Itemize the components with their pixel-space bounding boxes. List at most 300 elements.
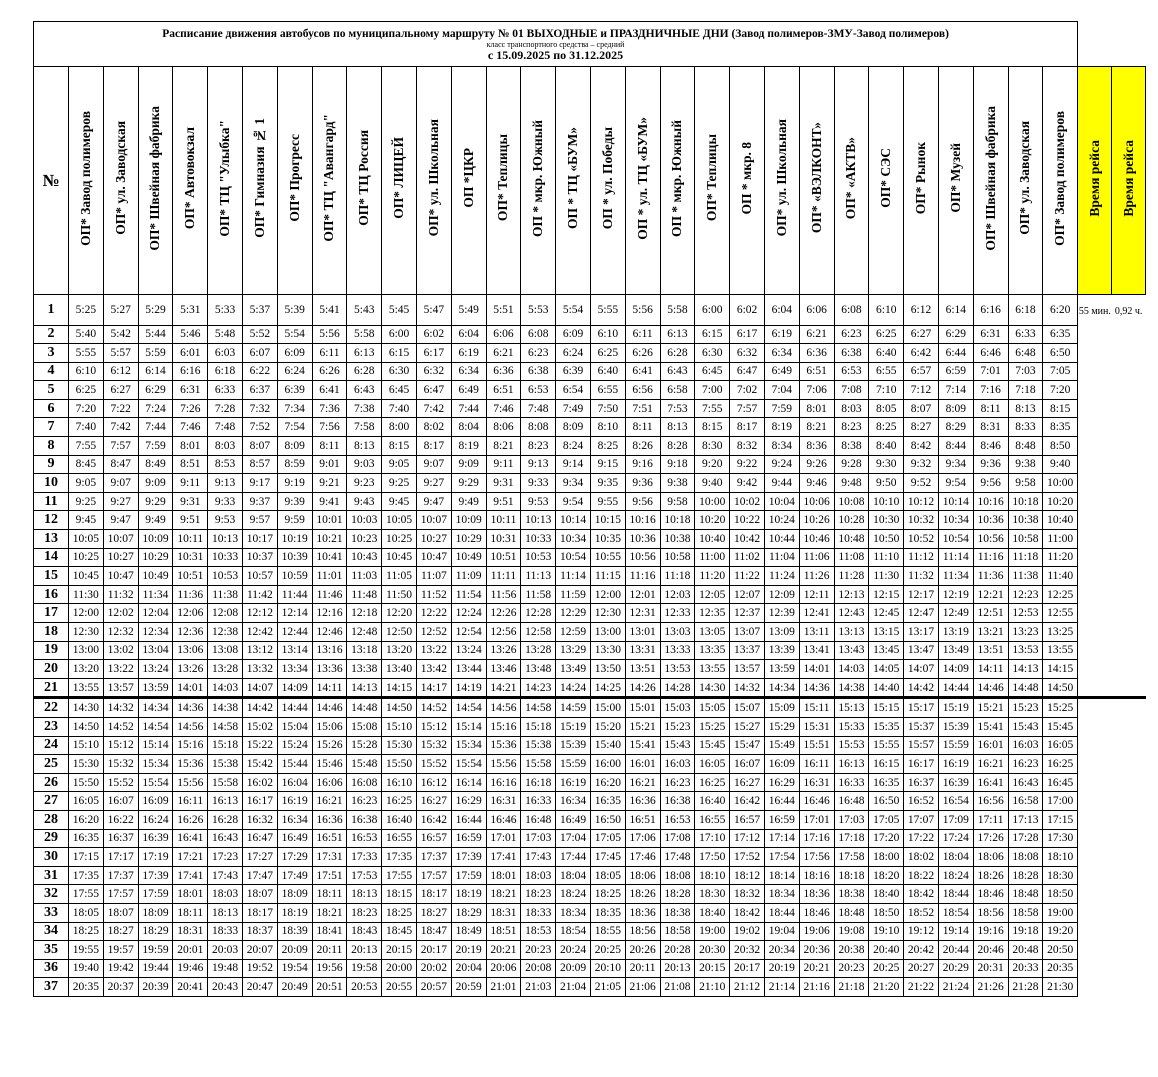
departure-time: 16:06: [312, 773, 347, 792]
blank-cell: [1078, 717, 1112, 736]
departure-time: 16:50: [869, 792, 904, 811]
departure-time: 14:34: [138, 698, 173, 718]
departure-time: 15:45: [695, 736, 730, 755]
departure-time: 18:42: [904, 885, 939, 904]
departure-time: 8:01: [799, 399, 834, 418]
departure-time: 13:36: [312, 660, 347, 679]
departure-time: 15:10: [382, 717, 417, 736]
departure-time: 17:20: [869, 829, 904, 848]
departure-time: 15:03: [660, 698, 695, 718]
blank-cell: [1112, 848, 1146, 867]
departure-time: 13:19: [938, 623, 973, 642]
departure-time: 18:46: [973, 885, 1008, 904]
departure-time: 19:00: [695, 922, 730, 941]
departure-time: 15:34: [138, 755, 173, 774]
departure-time: 9:51: [173, 511, 208, 530]
departure-time: 5:29: [138, 295, 173, 326]
departure-time: 9:55: [590, 492, 625, 511]
departure-time: 20:34: [764, 941, 799, 960]
departure-time: 19:10: [869, 922, 904, 941]
departure-time: 17:41: [173, 866, 208, 885]
stop-header: [764, 67, 799, 295]
departure-time: 15:52: [416, 755, 451, 774]
table-row: [34, 548, 1146, 567]
blank-cell: [1078, 604, 1112, 623]
blank-cell: [1078, 885, 1112, 904]
departure-time: 14:40: [869, 678, 904, 698]
departure-time: 19:57: [103, 941, 138, 960]
departure-time: 18:22: [904, 866, 939, 885]
departure-time: 6:17: [416, 344, 451, 363]
departure-time: 16:29: [451, 792, 486, 811]
departure-time: 5:51: [486, 295, 521, 326]
stop-header: [938, 67, 973, 295]
departure-time: 10:15: [590, 511, 625, 530]
stop-name: ОП* ТЦ Россия: [356, 130, 372, 226]
departure-time: 20:21: [799, 959, 834, 978]
departure-time: 6:20: [1043, 295, 1078, 326]
departure-time: 7:58: [347, 418, 382, 437]
trip-number: 15: [34, 567, 69, 586]
departure-time: 5:52: [242, 325, 277, 344]
stop-name: ОП* ТЦ "Улыбка": [217, 119, 233, 237]
table-row: [34, 325, 1146, 344]
departure-time: 21:28: [1008, 978, 1043, 997]
departure-time: 8:23: [521, 437, 556, 456]
stop-name: ОП* Швейная фабрика: [982, 105, 998, 251]
departure-time: 18:58: [1008, 903, 1043, 922]
departure-time: 9:14: [556, 455, 591, 474]
departure-time: 6:32: [730, 344, 765, 363]
departure-time: 6:12: [103, 362, 138, 381]
departure-time: 17:43: [208, 866, 243, 885]
departure-time: 17:46: [625, 848, 660, 867]
departure-time: 14:24: [556, 678, 591, 698]
departure-time: 11:36: [973, 567, 1008, 586]
departure-time: 18:07: [103, 903, 138, 922]
stop-header: [625, 67, 660, 295]
departure-time: 18:56: [973, 903, 1008, 922]
trip-number: 8: [34, 437, 69, 456]
departure-time: 7:48: [208, 418, 243, 437]
departure-time: 16:19: [277, 792, 312, 811]
departure-time: 6:29: [938, 325, 973, 344]
departure-time: 5:37: [242, 295, 277, 326]
departure-time: 10:42: [730, 530, 765, 549]
departure-time: 12:36: [173, 623, 208, 642]
departure-time: 16:09: [764, 755, 799, 774]
stop-name: ОП* «АКТВ»: [843, 136, 859, 220]
departure-time: 15:58: [208, 773, 243, 792]
departure-time: 13:26: [486, 641, 521, 660]
departure-time: 15:39: [556, 736, 591, 755]
stop-header: [834, 67, 869, 295]
departure-time: 14:36: [173, 698, 208, 718]
trip-number: 36: [34, 959, 69, 978]
blank-cell: [1078, 678, 1112, 698]
departure-time: 8:38: [834, 437, 869, 456]
departure-time: 16:46: [799, 792, 834, 811]
departure-time: 20:57: [416, 978, 451, 997]
departure-time: 18:09: [138, 903, 173, 922]
departure-time: 7:53: [660, 399, 695, 418]
departure-time: 15:15: [869, 698, 904, 718]
departure-time: 8:27: [904, 418, 939, 437]
departure-time: 14:54: [138, 717, 173, 736]
departure-time: 13:04: [138, 641, 173, 660]
blank-cell: [1112, 474, 1146, 493]
departure-time: 13:24: [451, 641, 486, 660]
stop-name: ОП * ул. ТЦ «БУМ»: [634, 116, 650, 240]
stop-header: [277, 67, 312, 295]
blank-cell: [1112, 792, 1146, 811]
departure-time: 10:07: [103, 530, 138, 549]
departure-time: 5:46: [173, 325, 208, 344]
departure-time: 18:25: [590, 885, 625, 904]
departure-time: 10:05: [69, 530, 104, 549]
departure-time: 18:04: [556, 866, 591, 885]
blank-cell: [1112, 959, 1146, 978]
departure-time: 12:04: [138, 604, 173, 623]
departure-time: 5:58: [347, 325, 382, 344]
departure-time: 20:08: [521, 959, 556, 978]
departure-time: 11:02: [730, 548, 765, 567]
departure-time: 21:10: [695, 978, 730, 997]
blank-cell: [1078, 641, 1112, 660]
departure-time: 14:36: [799, 678, 834, 698]
departure-time: 18:13: [347, 885, 382, 904]
departure-time: 5:55: [69, 344, 104, 363]
departure-time: 19:54: [277, 959, 312, 978]
departure-time: 17:09: [938, 810, 973, 829]
departure-time: 6:10: [590, 325, 625, 344]
departure-time: 12:14: [277, 604, 312, 623]
stop-header: [312, 67, 347, 295]
departure-time: 9:56: [973, 474, 1008, 493]
departure-time: 9:17: [242, 474, 277, 493]
departure-time: 15:10: [69, 736, 104, 755]
table-row: [34, 773, 1146, 792]
departure-time: 18:05: [69, 903, 104, 922]
departure-time: 7:44: [138, 418, 173, 437]
departure-time: 21:03: [521, 978, 556, 997]
departure-time: 15:54: [138, 773, 173, 792]
departure-time: 11:48: [347, 585, 382, 604]
departure-time: 8:09: [277, 437, 312, 456]
departure-time: 15:50: [382, 755, 417, 774]
departure-time: 9:43: [347, 492, 382, 511]
departure-time: 6:25: [869, 325, 904, 344]
departure-time: 16:36: [625, 792, 660, 811]
departure-time: 16:01: [625, 755, 660, 774]
departure-time: 15:22: [242, 736, 277, 755]
stop-header: [242, 67, 277, 295]
departure-time: 11:09: [451, 567, 486, 586]
departure-time: 6:07: [242, 344, 277, 363]
trip-number: 31: [34, 866, 69, 885]
departure-time: 13:20: [69, 660, 104, 679]
stop-header: [730, 67, 765, 295]
departure-time: 20:29: [938, 959, 973, 978]
departure-time: 18:25: [69, 922, 104, 941]
trip-time-label: Время рейса: [1086, 139, 1102, 217]
departure-time: 15:20: [590, 717, 625, 736]
departure-time: 11:16: [973, 548, 1008, 567]
departure-time: 19:40: [69, 959, 104, 978]
departure-time: 7:20: [69, 399, 104, 418]
departure-time: 9:29: [451, 474, 486, 493]
table-row: [34, 959, 1146, 978]
table-row: [34, 511, 1146, 530]
departure-time: 16:07: [730, 755, 765, 774]
departure-time: 14:32: [103, 698, 138, 718]
departure-time: 16:03: [1008, 736, 1043, 755]
departure-time: 12:00: [590, 585, 625, 604]
departure-time: 10:56: [625, 548, 660, 567]
departure-time: 9:40: [1043, 455, 1078, 474]
departure-time: 6:00: [382, 325, 417, 344]
departure-time: 18:07: [242, 885, 277, 904]
departure-time: 9:47: [103, 511, 138, 530]
departure-time: 14:42: [242, 698, 277, 718]
departure-time: 8:04: [451, 418, 486, 437]
departure-time: 18:30: [1043, 866, 1078, 885]
departure-time: 15:37: [904, 717, 939, 736]
blank-cell: [1112, 399, 1146, 418]
departure-time: 19:00: [1043, 903, 1078, 922]
departure-time: 16:36: [312, 810, 347, 829]
departure-time: 15:41: [625, 736, 660, 755]
departure-time: 10:22: [730, 511, 765, 530]
departure-time: 20:09: [277, 941, 312, 960]
departure-time: 17:39: [138, 866, 173, 885]
departure-time: 15:08: [347, 717, 382, 736]
departure-time: 11:05: [382, 567, 417, 586]
departure-time: 10:46: [799, 530, 834, 549]
departure-time: 20:53: [347, 978, 382, 997]
departure-time: 16:39: [938, 773, 973, 792]
departure-time: 6:40: [869, 344, 904, 363]
departure-time: 6:08: [521, 325, 556, 344]
departure-time: 15:23: [660, 717, 695, 736]
departure-time: 16:26: [173, 810, 208, 829]
departure-time: 9:38: [1008, 455, 1043, 474]
departure-time: 19:14: [938, 922, 973, 941]
trip-number: 37: [34, 978, 69, 997]
departure-time: 20:15: [382, 941, 417, 960]
departure-time: 6:16: [173, 362, 208, 381]
departure-time: 15:46: [312, 755, 347, 774]
departure-time: 13:44: [451, 660, 486, 679]
departure-time: 15:55: [869, 736, 904, 755]
departure-time: 7:14: [938, 381, 973, 400]
departure-time: 12:06: [173, 604, 208, 623]
departure-time: 18:06: [973, 848, 1008, 867]
departure-time: 17:08: [660, 829, 695, 848]
departure-time: 18:23: [521, 885, 556, 904]
departure-time: 5:59: [138, 344, 173, 363]
departure-time: 14:19: [451, 678, 486, 698]
departure-time: 9:32: [904, 455, 939, 474]
departure-time: 16:55: [695, 810, 730, 829]
departure-time: 12:47: [904, 604, 939, 623]
stop-name: ОП* «ВЭЛКОНТ»: [808, 122, 824, 234]
departure-time: 16:19: [556, 773, 591, 792]
departure-time: 8:48: [1008, 437, 1043, 456]
departure-time: 16:05: [1043, 736, 1078, 755]
departure-time: 18:31: [486, 903, 521, 922]
departure-time: 12:12: [242, 604, 277, 623]
stop-name: ОП * ул. Победы: [599, 126, 615, 230]
departure-time: 17:01: [486, 829, 521, 848]
departure-time: 12:52: [416, 623, 451, 642]
departure-time: 15:23: [1008, 698, 1043, 718]
departure-time: 6:47: [730, 362, 765, 381]
departure-time: 10:21: [312, 530, 347, 549]
departure-time: 10:38: [660, 530, 695, 549]
departure-time: 20:23: [834, 959, 869, 978]
table-row: [34, 941, 1146, 960]
departure-time: 8:57: [242, 455, 277, 474]
departure-time: 18:38: [834, 885, 869, 904]
stop-name: ОП * мкр. 8: [739, 141, 755, 215]
departure-time: 12:45: [869, 604, 904, 623]
trip-time-label: Время рейса: [1120, 139, 1136, 217]
departure-time: 17:37: [416, 848, 451, 867]
departure-time: 17:54: [764, 848, 799, 867]
departure-time: 18:33: [521, 903, 556, 922]
departure-time: 7:42: [103, 418, 138, 437]
departure-time: 19:12: [904, 922, 939, 941]
departure-time: 16:28: [208, 810, 243, 829]
departure-time: 7:55: [69, 437, 104, 456]
departure-time: 10:41: [312, 548, 347, 567]
departure-time: 18:19: [451, 885, 486, 904]
departure-time: 6:27: [103, 381, 138, 400]
trip-number: 26: [34, 773, 69, 792]
departure-time: 16:39: [138, 829, 173, 848]
departure-time: 10:37: [242, 548, 277, 567]
departure-time: 6:33: [1008, 325, 1043, 344]
trip-number: 30: [34, 848, 69, 867]
departure-time: 13:13: [834, 623, 869, 642]
departure-time: 8:05: [869, 399, 904, 418]
departure-time: 10:16: [625, 511, 660, 530]
departure-time: 18:41: [312, 922, 347, 941]
trip-number: 2: [34, 325, 69, 344]
departure-time: 20:46: [973, 941, 1008, 960]
departure-time: 17:56: [799, 848, 834, 867]
departure-time: 6:41: [625, 362, 660, 381]
departure-time: 15:59: [556, 755, 591, 774]
departure-time: 18:35: [590, 903, 625, 922]
departure-time: 12:51: [973, 604, 1008, 623]
table-row: [34, 344, 1146, 363]
departure-time: 15:58: [521, 755, 556, 774]
departure-time: 14:48: [347, 698, 382, 718]
departure-time: 13:31: [625, 641, 660, 660]
blank-cell: [1078, 567, 1112, 586]
departure-time: 6:13: [660, 325, 695, 344]
departure-time: 12:24: [451, 604, 486, 623]
departure-time: 6:38: [834, 344, 869, 363]
departure-time: 9:58: [660, 492, 695, 511]
departure-time: 18:46: [799, 903, 834, 922]
departure-time: 21:30: [1043, 978, 1078, 997]
departure-time: 9:33: [521, 474, 556, 493]
stop-name: ОП* Автовокзал: [182, 126, 198, 230]
departure-time: 15:59: [938, 736, 973, 755]
departure-time: 11:03: [347, 567, 382, 586]
blank-cell: [1112, 717, 1146, 736]
departure-time: 17:52: [730, 848, 765, 867]
departure-time: 6:51: [799, 362, 834, 381]
blank-cell: [1078, 325, 1112, 344]
departure-time: 8:11: [973, 399, 1008, 418]
stop-header: [660, 67, 695, 295]
departure-time: 6:23: [521, 344, 556, 363]
departure-time: 16:25: [1043, 755, 1078, 774]
stop-name: ОП *ЦКР: [460, 148, 476, 208]
departure-time: 18:09: [277, 885, 312, 904]
departure-time: 18:50: [1043, 885, 1078, 904]
departure-time: 8:28: [660, 437, 695, 456]
departure-time: 15:29: [764, 717, 799, 736]
departure-time: 16:40: [382, 810, 417, 829]
departure-time: 21:22: [904, 978, 939, 997]
departure-time: 10:49: [138, 567, 173, 586]
departure-time: 10:13: [521, 511, 556, 530]
departure-time: 10:16: [973, 492, 1008, 511]
departure-time: 17:29: [277, 848, 312, 867]
departure-time: 15:32: [103, 755, 138, 774]
departure-time: 15:16: [486, 717, 521, 736]
departure-time: 17:39: [451, 848, 486, 867]
table-row: [34, 381, 1146, 400]
title-blank: [1078, 22, 1146, 67]
departure-time: 6:10: [869, 295, 904, 326]
departure-time: 16:05: [69, 792, 104, 811]
departure-time: 14:07: [242, 678, 277, 698]
departure-time: 15:28: [347, 736, 382, 755]
stop-header: [382, 67, 417, 295]
departure-time: 10:33: [521, 530, 556, 549]
departure-time: 9:36: [625, 474, 660, 493]
departure-time: 17:59: [138, 885, 173, 904]
departure-time: 21:01: [486, 978, 521, 997]
departure-time: 19:18: [1008, 922, 1043, 941]
trip-number: 13: [34, 530, 69, 549]
departure-time: 13:47: [904, 641, 939, 660]
departure-time: 9:11: [173, 474, 208, 493]
departure-time: 13:49: [938, 641, 973, 660]
blank-cell: [1078, 978, 1112, 997]
departure-time: 10:52: [904, 530, 939, 549]
departure-time: 18:12: [730, 866, 765, 885]
departure-time: 13:40: [382, 660, 417, 679]
departure-time: 11:07: [416, 567, 451, 586]
departure-time: 14:52: [103, 717, 138, 736]
departure-time: 6:00: [695, 295, 730, 326]
departure-time: 16:31: [486, 792, 521, 811]
trip-time-value: 55 мин.: [1078, 305, 1111, 317]
departure-time: 8:21: [486, 437, 521, 456]
departure-time: 11:40: [1043, 567, 1078, 586]
departure-time: 10:11: [486, 511, 521, 530]
departure-time: 12:13: [834, 585, 869, 604]
departure-time: 10:55: [590, 548, 625, 567]
departure-time: 14:48: [1008, 678, 1043, 698]
